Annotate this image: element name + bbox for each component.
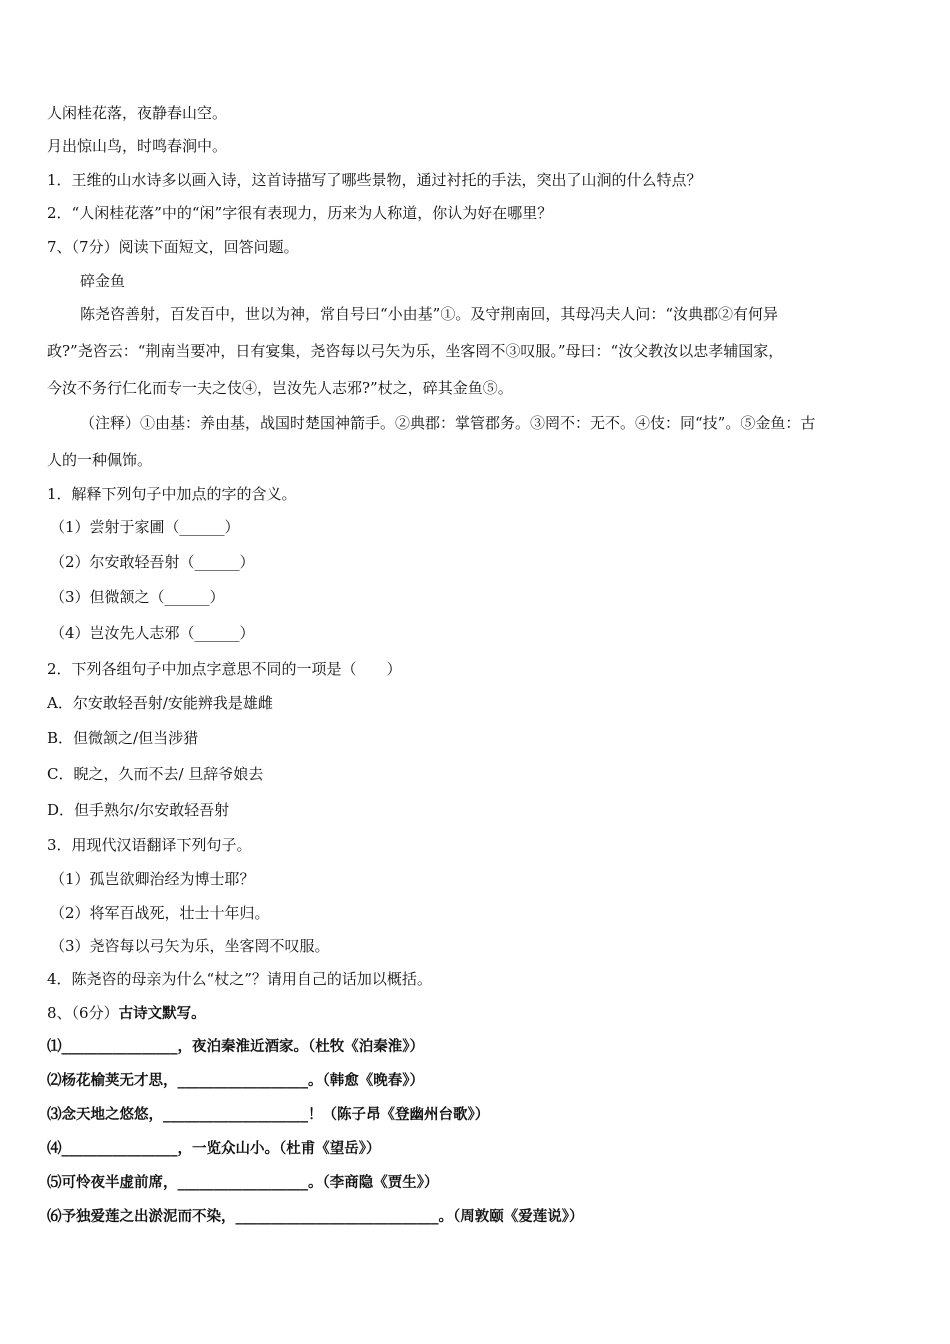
question-text: 1．王维的山水诗多以画入诗，这首诗描写了哪些景物，通过衬托的手法，突出了山涧的什么特点？ (47, 171, 702, 189)
line-text: ，夜泊秦淮近酒家。（杜牧《泊秦淮》） (177, 1039, 424, 1055)
question-heading (47, 1003, 206, 1024)
line-text: ⑵杨花榆荚无才思， (47, 1073, 178, 1089)
answer-blank[interactable]: ________________ (61, 1141, 178, 1157)
sub-question: （3）尧咨每以弓矢为乐，坐客罔不叹服。 (50, 937, 330, 955)
passage-paragraph: 陈尧咨善射，百发百中，世以为神，常自号曰“小由基”①。及守荆南回，其母冯夫人问：“汝典郡②有何异 (80, 305, 779, 323)
sub-question: （2）尔安敢轻吾射（______） (50, 553, 255, 571)
question-text: 4．陈尧咨的母亲为什么“杖之”？请用自己的话加以概括。 (47, 970, 432, 988)
option-b: B．但微颔之/但当涉猎 (47, 729, 199, 747)
question-text: 2．“人闲桂花落”中的“闲”字很有表现力，历来为人称道，你认为好在哪里？ (47, 204, 553, 222)
poem-line: 人闲桂花落，夜静春山空。 (47, 104, 228, 122)
option-c: C．睨之，久而不去/ 旦辞爷娘去 (47, 765, 264, 783)
question-text: 1．解释下列句子中加点的字的含义。 (47, 485, 297, 503)
sub-question: （1）孤岂欲卿治经为博士耶？ (50, 870, 255, 888)
recitation-line-1 (47, 1037, 424, 1057)
line-tail: ！（陈子昂《登幽州台歌》） (308, 1107, 490, 1123)
answer-blank[interactable]: ________________ (61, 1039, 178, 1055)
line-tail: 。（周敦颐《爱莲说》） (438, 1209, 584, 1225)
poem-line: 月出惊山鸟，时鸣春涧中。 (47, 137, 228, 155)
sub-question: （2）将军百战死，壮士十年归。 (50, 904, 270, 922)
line-tail: 。（韩愈《晚春》） (308, 1073, 424, 1089)
answer-blank[interactable]: ____________________ (163, 1107, 308, 1123)
passage-paragraph: 今汝不务行仁化而专一夫之伎④，岂汝先人志邪?”杖之，碎其金鱼⑤。 (47, 379, 513, 397)
line-number: ⑷ (47, 1141, 62, 1157)
question-text: 3．用现代汉语翻译下列句子。 (47, 836, 252, 854)
line-text: ⑹予独爱莲之出淤泥而不染， (47, 1209, 236, 1225)
heading-bold: 古诗文默写。 (118, 1006, 206, 1022)
sub-question: （1）尝射于家圃（______） (50, 518, 240, 536)
question-text: 2．下列各组句子中加点字意思不同的一项是（ ） (47, 660, 402, 678)
passage-paragraph: 政?”尧咨云：“荆南当要冲，日有宴集，尧咨每以弓矢为乐，坐客罔不③叹服。”母曰：“汝父教汝以忠孝辅国家， (47, 342, 784, 360)
answer-blank[interactable]: ____________________________ (235, 1209, 439, 1225)
option-d: D．但手熟尔/尔安敢轻吾射 (47, 801, 230, 819)
heading-prefix: 8、（6分） (47, 1004, 119, 1022)
line-text: ，一览众山小。（杜甫《望岳》） (177, 1141, 381, 1157)
answer-blank[interactable]: __________________ (177, 1175, 308, 1191)
recitation-line-6 (47, 1207, 584, 1227)
recitation-line-3 (47, 1105, 489, 1125)
answer-blank[interactable]: __________________ (177, 1073, 308, 1089)
line-text: ⑶念天地之悠悠， (47, 1107, 163, 1123)
line-tail: 。（李商隐《贾生》） (308, 1175, 439, 1191)
recitation-line-4 (47, 1139, 381, 1159)
passage-title: 碎金鱼 (80, 272, 126, 290)
option-a: A．尔安敢轻吾射/安能辨我是雄雌 (47, 694, 273, 712)
passage-note: 人的一种佩饰。 (47, 451, 153, 469)
recitation-line-2 (47, 1071, 424, 1091)
line-number: ⑴ (47, 1039, 62, 1055)
sub-question: （4）岂汝先人志邪（______） (50, 624, 255, 642)
passage-note: （注释）①由基：养由基，战国时楚国神箭手。②典郡：掌管郡务。③罔不：无不。④伎：同“技”。⑤金鱼：古 (80, 414, 816, 432)
question-heading: 7、（7分）阅读下面短文，回答问题。 (47, 238, 299, 256)
sub-question: （3）但微颔之（______） (50, 588, 225, 606)
line-text: ⑸可怜夜半虚前席， (47, 1175, 178, 1191)
recitation-line-5 (47, 1173, 439, 1193)
